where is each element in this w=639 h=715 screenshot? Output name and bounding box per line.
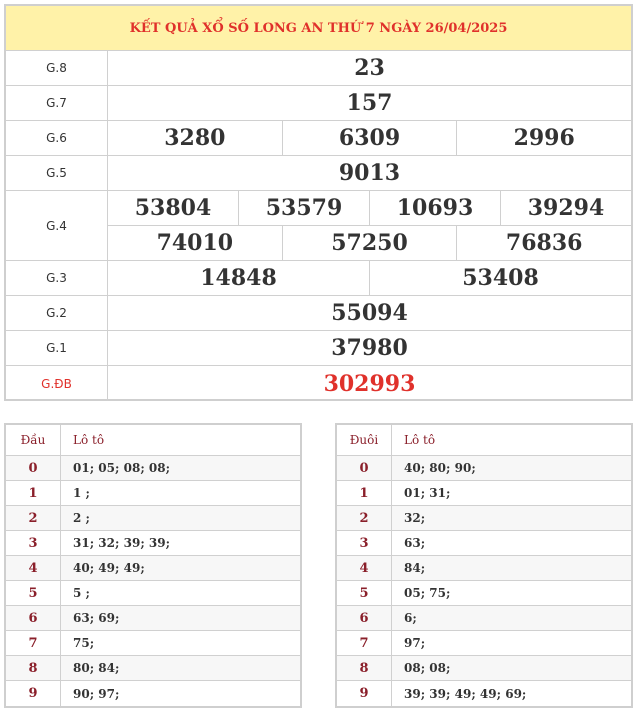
prize-row-g7 (6, 86, 631, 121)
row-value: 31; 32; 39; 39; (73, 536, 171, 550)
key-header: Đuôi (337, 425, 392, 455)
row-value: 01; 05; 08; 08; (73, 461, 171, 475)
prize-row-g6 (6, 121, 631, 156)
row-key: 3 (6, 531, 61, 555)
row-value: 63; (404, 536, 426, 550)
row-key: 6 (337, 606, 392, 630)
table-row (337, 606, 631, 631)
row-key: 2 (6, 506, 61, 530)
prize-label: G.6 (6, 121, 108, 155)
prize-number: 57250 (282, 226, 457, 260)
prize-number: 10693 (369, 191, 500, 225)
row-key: 1 (337, 481, 392, 505)
prize-row-g5 (6, 156, 631, 191)
key-header: Đầu (6, 425, 61, 455)
table-row (337, 481, 631, 506)
prize-number: 157 (346, 90, 393, 116)
row-value: 75; (73, 636, 95, 650)
table-row (6, 656, 300, 681)
prize-row-g1 (6, 331, 631, 366)
table-row (6, 556, 300, 581)
row-value: 80; 84; (73, 661, 120, 675)
prize-row-special (6, 366, 631, 401)
row-key: 5 (337, 581, 392, 605)
prize-number: 53408 (369, 261, 631, 295)
row-key: 7 (6, 631, 61, 655)
table-row (6, 456, 300, 481)
prize-number: 23 (354, 55, 385, 81)
prize-number: 37980 (331, 335, 408, 361)
prize-label: G.2 (6, 296, 108, 330)
prize-number: 2996 (456, 121, 631, 155)
row-key: 7 (337, 631, 392, 655)
row-key: 5 (6, 581, 61, 605)
row-key: 9 (6, 681, 61, 706)
table-header (6, 425, 300, 456)
row-value: 08; 08; (404, 661, 451, 675)
prize-number: 55094 (331, 300, 408, 326)
prize-number: 3280 (164, 125, 226, 151)
table-row (337, 506, 631, 531)
row-value: 84; (404, 561, 426, 575)
value-header: Lô tô (404, 433, 436, 447)
row-value: 63; 69; (73, 611, 120, 625)
row-key: 0 (6, 456, 61, 480)
table-row (6, 531, 300, 556)
table-row (6, 481, 300, 506)
duoi-loto-table (335, 423, 633, 708)
special-prize-number: 302993 (323, 370, 416, 397)
prize-number: 74010 (156, 230, 234, 256)
table-row (6, 681, 300, 706)
prize-number: 14848 (200, 265, 277, 291)
prize-label: G.8 (6, 51, 108, 85)
row-value: 6; (404, 611, 417, 625)
row-key: 9 (337, 681, 392, 706)
prize-number: 76836 (456, 226, 631, 260)
row-key: 6 (6, 606, 61, 630)
results-table (4, 4, 633, 401)
row-value: 05; 75; (404, 586, 451, 600)
table-row (337, 531, 631, 556)
row-value: 97; (404, 636, 426, 650)
row-value: 32; (404, 511, 426, 525)
prize-row-g2 (6, 296, 631, 331)
row-value: 40; 49; 49; (73, 561, 145, 575)
value-header: Lô tô (73, 433, 105, 447)
row-value: 2 ; (73, 511, 90, 525)
row-value: 40; 80; 90; (404, 461, 476, 475)
row-key: 4 (6, 556, 61, 580)
prize-label: G.7 (6, 86, 108, 120)
prize-label: G.1 (6, 331, 108, 365)
table-row (337, 556, 631, 581)
prize-label: G.4 (6, 191, 108, 260)
prize-number: 53579 (238, 191, 369, 225)
table-row (6, 581, 300, 606)
table-row (337, 681, 631, 706)
row-key: 4 (337, 556, 392, 580)
prize-label-special: G.ĐB (6, 366, 108, 401)
row-value: 01; 31; (404, 486, 451, 500)
prize-number: 39294 (500, 191, 631, 225)
row-key: 8 (6, 656, 61, 680)
table-row (337, 656, 631, 681)
dau-loto-table (4, 423, 302, 708)
row-value: 39; 39; 49; 49; 69; (404, 686, 527, 701)
row-value: 5 ; (73, 586, 90, 600)
table-row (6, 606, 300, 631)
row-key: 8 (337, 656, 392, 680)
prize-number: 9013 (338, 160, 401, 186)
table-row (6, 631, 300, 656)
prize-row-g4 (6, 191, 631, 261)
prize-row-g3 (6, 261, 631, 296)
prize-number: 6309 (282, 121, 457, 155)
prize-label: G.5 (6, 156, 108, 190)
table-row (6, 506, 300, 531)
prize-row-g8 (6, 51, 631, 86)
prize-label: G.3 (6, 261, 108, 295)
table-row (337, 456, 631, 481)
row-value: 1 ; (73, 486, 90, 500)
table-header (337, 425, 631, 456)
row-key: 1 (6, 481, 61, 505)
results-title: KẾT QUẢ XỔ SỐ LONG AN THỨ 7 NGÀY 26/04/2025 (6, 6, 631, 51)
row-key: 2 (337, 506, 392, 530)
table-row (337, 631, 631, 656)
table-row (337, 581, 631, 606)
row-key: 3 (337, 531, 392, 555)
row-value: 90; 97; (73, 686, 120, 701)
row-key: 0 (337, 456, 392, 480)
prize-number: 53804 (134, 195, 212, 221)
